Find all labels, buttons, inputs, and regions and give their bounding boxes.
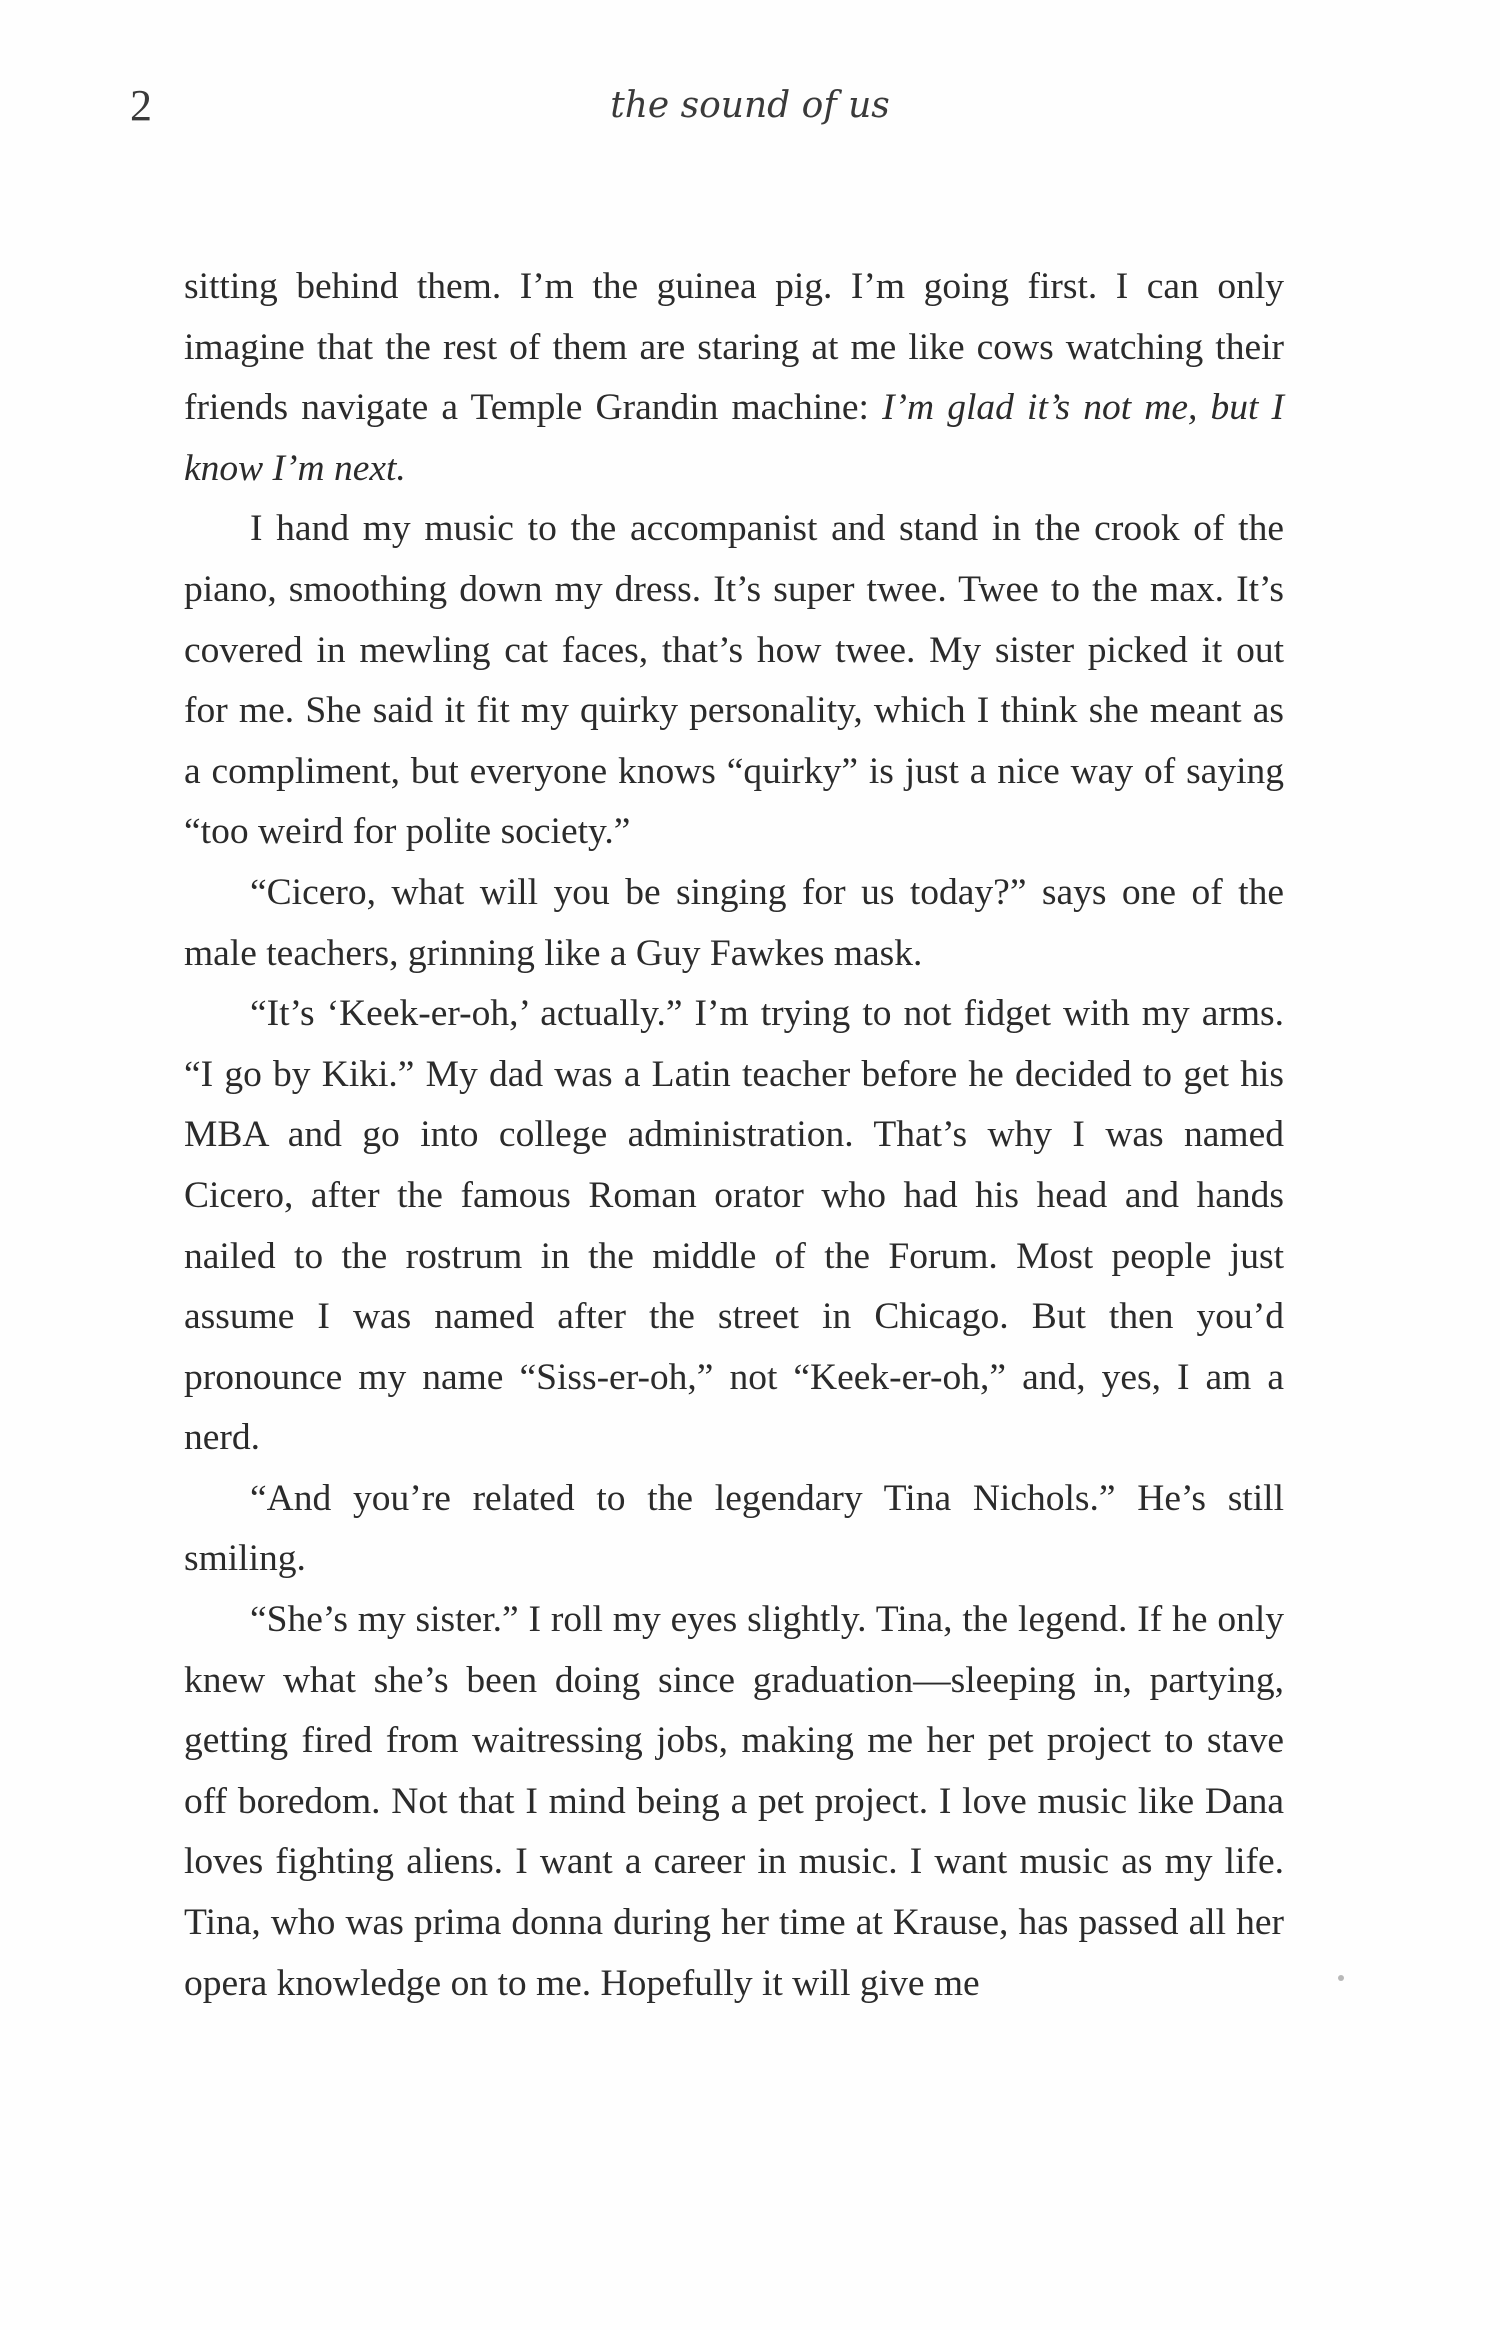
paragraph: I hand my music to the accompanist and stand in the crook of the piano, smoothing down my dress. It’s super twee. Twee to the max. It’s covered in mewling cat faces, that’s how twee. My sister picked it out for me. She said it fit my quirky personality, which I think she meant as a compliment, but everyone knows “quirky” is just a nice way of saying “too weird for polite society.” (184, 508, 1284, 853)
paragraph: “She’s my sister.” I roll my eyes slightly. Tina, the legend. If he only knew what she’s been doing since graduation—sleeping in, partying, getting fired from waitressing jobs, making me her pet project to stave off boredom. Not that I mind being a pet project. I love music like Dana loves fighting aliens. I want a career in music. I want music as my life. Tina, who was prima donna during her time at Krause, has passed all her opera knowledge on to me. Hopefully it will give me (184, 1599, 1284, 2004)
paragraph: “And you’re related to the legendary Tina Nichols.” He’s still smiling. (184, 1477, 1284, 1580)
paragraph-italic-text: I’m glad it’s not me, but I know I’m next. (184, 387, 1284, 489)
paragraph (184, 257, 1284, 499)
page-number: 2 (130, 81, 152, 130)
body-text (184, 257, 1284, 2014)
paragraph: “It’s ‘Keek-er-oh,’ actually.” I’m trying to not fidget with my arms. “I go by Kiki.” My dad was a Latin teacher before he decided to get his MBA and go into college administration. That’s why I was named Cicero, after the famous Roman orator who had his head and hands nailed to the rostrum in the middle of the Forum. Most people just assume I was named after the street in Chicago. But then you’d pronounce my name “Siss-er-oh,” not “Keek-er-oh,” and, yes, I am a nerd. (184, 993, 1284, 1459)
paragraph: “Cicero, what will you be singing for us today?” says one of the male teachers, grinning like a Guy Fawkes mask. (184, 871, 1284, 974)
paper-speck (1338, 1975, 1344, 1981)
running-head: the sound of us (610, 85, 890, 126)
paragraph-text: sitting behind them. I’m the guinea pig. I’m going first. I can only imagine that the rest of them are staring at me like cows watching their friends navigate a Temple Grandin machine: (184, 266, 1284, 429)
